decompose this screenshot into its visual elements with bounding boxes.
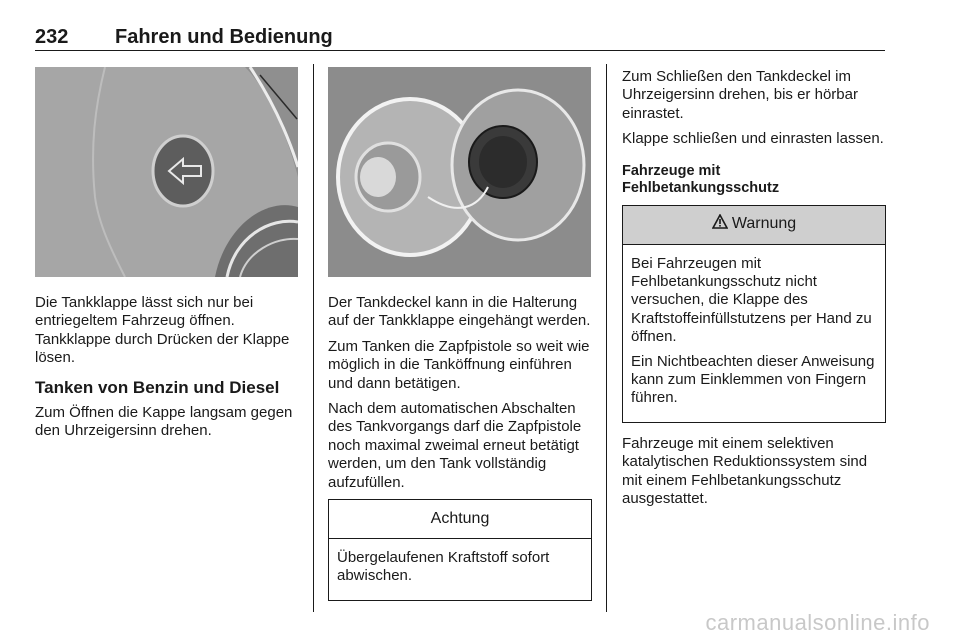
column-1 xyxy=(35,294,301,447)
column-divider-2 xyxy=(606,64,607,612)
intro-paragraph: Die Tankklappe lässt sich nur bei entriegeltem Fahrzeug öffnen. Tankklappe durch Drücken der Klappe lösen. xyxy=(35,294,290,367)
auto-shutoff-paragraph: Nach dem automatischen Abschalten des Tankvorgangs darf die Zapfpistole noch maximal zweimal erneut betätigt werden, um den Tank vollständig aufzufüllen. xyxy=(328,400,582,491)
watermark: carmanualsonline.info xyxy=(705,610,930,635)
column-divider-1 xyxy=(313,64,314,612)
column-3 xyxy=(622,68,886,516)
column-2 xyxy=(328,294,594,601)
notice-text: Übergelaufenen Kraftstoff sofort abwischen. xyxy=(337,549,550,585)
warning-paragraph-1: Bei Fahrzeugen mit Fehlbetankungsschutz nicht versuchen, die Klappe des Kraftstoffeinfüllstutzens per Hand zu öffnen. xyxy=(631,254,872,346)
warning-body xyxy=(623,245,885,422)
opening-instruction: Zum Öffnen die Kappe langsam gegen den Uhrzeigersinn drehen. xyxy=(35,403,293,440)
close-flap-paragraph: Klappe schließen und einrasten lassen. xyxy=(622,130,884,148)
page-header xyxy=(35,26,885,52)
scr-paragraph: Fahrzeuge mit einem selektiven katalytischen Reduktionssystem sind mit einem Fehlbetankungsschutz ausgestattet. xyxy=(622,434,868,508)
warning-paragraph-2: Ein Nichtbeachten dieser Anweisung kann zum Einklemmen von Fingern führen. xyxy=(631,352,875,407)
header-rule xyxy=(35,50,885,51)
warning-icon xyxy=(712,214,728,234)
heading-fehlbetankungsschutz: Fahrzeuge mit Fehlbetankungsschutz xyxy=(622,162,780,196)
notice-body xyxy=(329,539,591,600)
section-title: Fahren und Bedienung xyxy=(115,26,333,48)
heading-tanken: Tanken von Benzin und Diesel xyxy=(35,377,280,397)
warning-header xyxy=(623,206,885,245)
closing-paragraph: Zum Schließen den Tankdeckel im Uhrzeigersinn drehen, bis er hörbar einrastet. xyxy=(622,68,858,122)
fuel-flap-illustration xyxy=(35,67,298,277)
notice-title: Achtung xyxy=(329,500,591,539)
warning-box xyxy=(622,205,886,423)
warning-title: Warnung xyxy=(731,215,797,233)
cap-holder-paragraph: Der Tankdeckel kann in die Halterung auf der Tankklappe eingehängt werden. xyxy=(328,294,591,330)
notice-box xyxy=(328,499,592,601)
fuel-cap-illustration xyxy=(328,67,591,277)
refuel-paragraph: Zum Tanken die Zapfpistole so weit wie möglich in die Tanköffnung einführen und dann betätigen. xyxy=(328,337,590,392)
page-number: 232 xyxy=(35,26,69,48)
